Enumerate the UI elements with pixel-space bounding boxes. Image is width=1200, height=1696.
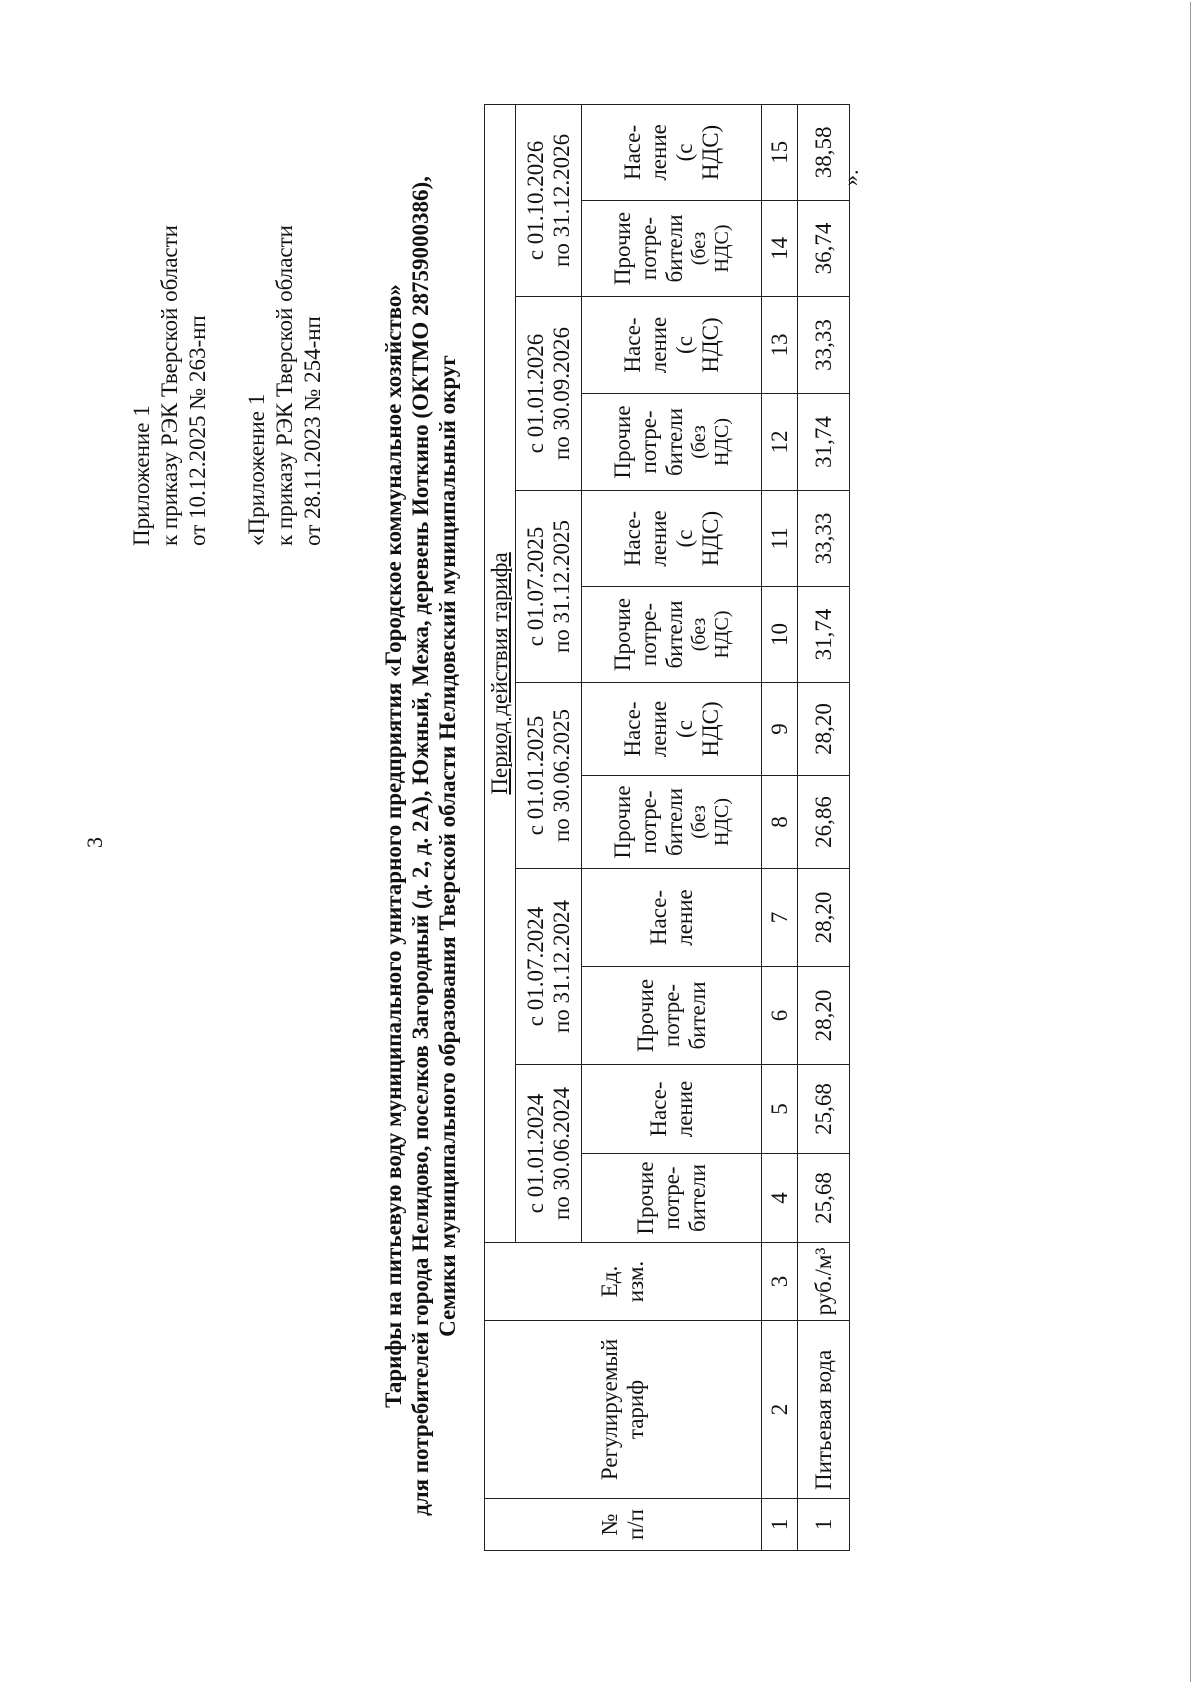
appendix-old-line1: «Приложение 1 — [244, 393, 269, 546]
row-value: 31,74 — [798, 394, 850, 491]
col-number: 6 — [762, 967, 798, 1065]
col-number: 14 — [762, 201, 798, 297]
subheader-population-vat: Насе- ление (с НДС) — [582, 683, 762, 776]
subheader-population-vat: Насе- ление (с НДС) — [582, 297, 762, 394]
subheader-population: Насе- ление — [582, 1065, 762, 1154]
col-number: 10 — [762, 587, 798, 683]
header-unit: Ед. изм. — [485, 1243, 762, 1321]
subheader-other-vat: Прочие потре- бители (без НДС) — [582, 587, 762, 683]
col-number: 7 — [762, 869, 798, 967]
table-row — [798, 104, 850, 1550]
col-number: 2 — [762, 1321, 798, 1499]
appendix-new-line3: от 10.12.2025 № 263-нп — [185, 315, 210, 546]
subheader-other-vat: Прочие потре- бители (без НДС) — [582, 776, 762, 869]
document-title — [380, 146, 461, 1546]
col-number: 13 — [762, 297, 798, 394]
row-value: 28,20 — [798, 869, 850, 967]
subheader-other: Прочие потре- бители — [582, 967, 762, 1065]
row-value: 25,68 — [798, 1065, 850, 1154]
scan-edge-line — [1190, 2, 1191, 1682]
col-number: 12 — [762, 394, 798, 491]
row-value: 28,20 — [798, 967, 850, 1065]
tariff-table — [484, 104, 850, 1551]
period-4: с 01.07.2025 по 31.12.2025 — [516, 491, 582, 683]
period-5: с 01.01.2026 по 30.09.2026 — [516, 297, 582, 491]
col-number: 11 — [762, 491, 798, 587]
subheader-population: Насе- ление — [582, 869, 762, 967]
subheader-population-vat: Насе- ление (с НДС) — [582, 491, 762, 587]
subheader-other: Прочие потре- бители — [582, 1154, 762, 1243]
appendix-new-line2: к приказу РЭК Тверской области — [157, 225, 182, 546]
header-row-period — [485, 104, 516, 1550]
col-number: 5 — [762, 1065, 798, 1154]
title-line2: для потребителей города Нелидово, поселков Загородный (д. 2, д. 2А), Южный, Межа, деревень Иоткино (ОКТМО 28759000386), — [408, 176, 433, 1516]
appendix-reference-new — [128, 225, 212, 546]
row-value: 26,86 — [798, 776, 850, 869]
period-2: с 01.07.2024 по 31.12.2024 — [516, 869, 582, 1065]
row-value: 36,74 — [798, 201, 850, 297]
appendix-new-line1: Приложение 1 — [129, 405, 154, 546]
appendix-old-line3: от 28.11.2023 № 254-нп — [300, 316, 325, 546]
closing-quote: ». — [838, 169, 863, 186]
row-value: 38,58 — [798, 104, 850, 200]
subheader-other-vat: Прочие потре- бители (без НДС) — [582, 394, 762, 491]
header-num: № п/п — [485, 1499, 762, 1551]
appendix-old-line2: к приказу РЭК Тверской области — [272, 225, 297, 546]
subheader-other-vat: Прочие потре- бители (без НДС) — [582, 201, 762, 297]
period-1: с 01.01.2024 по 30.06.2024 — [516, 1065, 582, 1243]
col-number: 8 — [762, 776, 798, 869]
period-6: с 01.10.2026 по 31.12.2026 — [516, 104, 582, 296]
subheader-population-vat: Насе- ление (с НДС) — [582, 104, 762, 200]
col-number: 9 — [762, 683, 798, 776]
header-period: Период действия тарифа — [485, 104, 516, 1242]
column-number-row — [762, 104, 798, 1550]
row-value: 33,33 — [798, 297, 850, 394]
col-number: 4 — [762, 1154, 798, 1243]
row-unit: руб./м³ — [798, 1243, 850, 1321]
appendix-reference-old — [243, 225, 327, 546]
row-value: 28,20 — [798, 683, 850, 776]
row-value: 31,74 — [798, 587, 850, 683]
title-line1: Тарифы на питьевую воду муниципального унитарного предприятия «Городское коммунальное хозяйство» — [381, 284, 406, 1408]
page-number: 3 — [82, 837, 107, 848]
col-number: 15 — [762, 104, 798, 200]
header-tariff: Регулируемый тариф — [485, 1321, 762, 1499]
row-num: 1 — [798, 1499, 850, 1551]
period-3: с 01.01.2025 по 30.06.2025 — [516, 683, 582, 869]
row-value: 33,33 — [798, 491, 850, 587]
row-value: 25,68 — [798, 1154, 850, 1243]
col-number: 1 — [762, 1499, 798, 1551]
col-number: 3 — [762, 1243, 798, 1321]
title-line3: Семики муниципального образования Тверской области Нелидовский муниципальный округ — [435, 355, 460, 1337]
row-tariff-name: Питьевая вода — [798, 1321, 850, 1499]
